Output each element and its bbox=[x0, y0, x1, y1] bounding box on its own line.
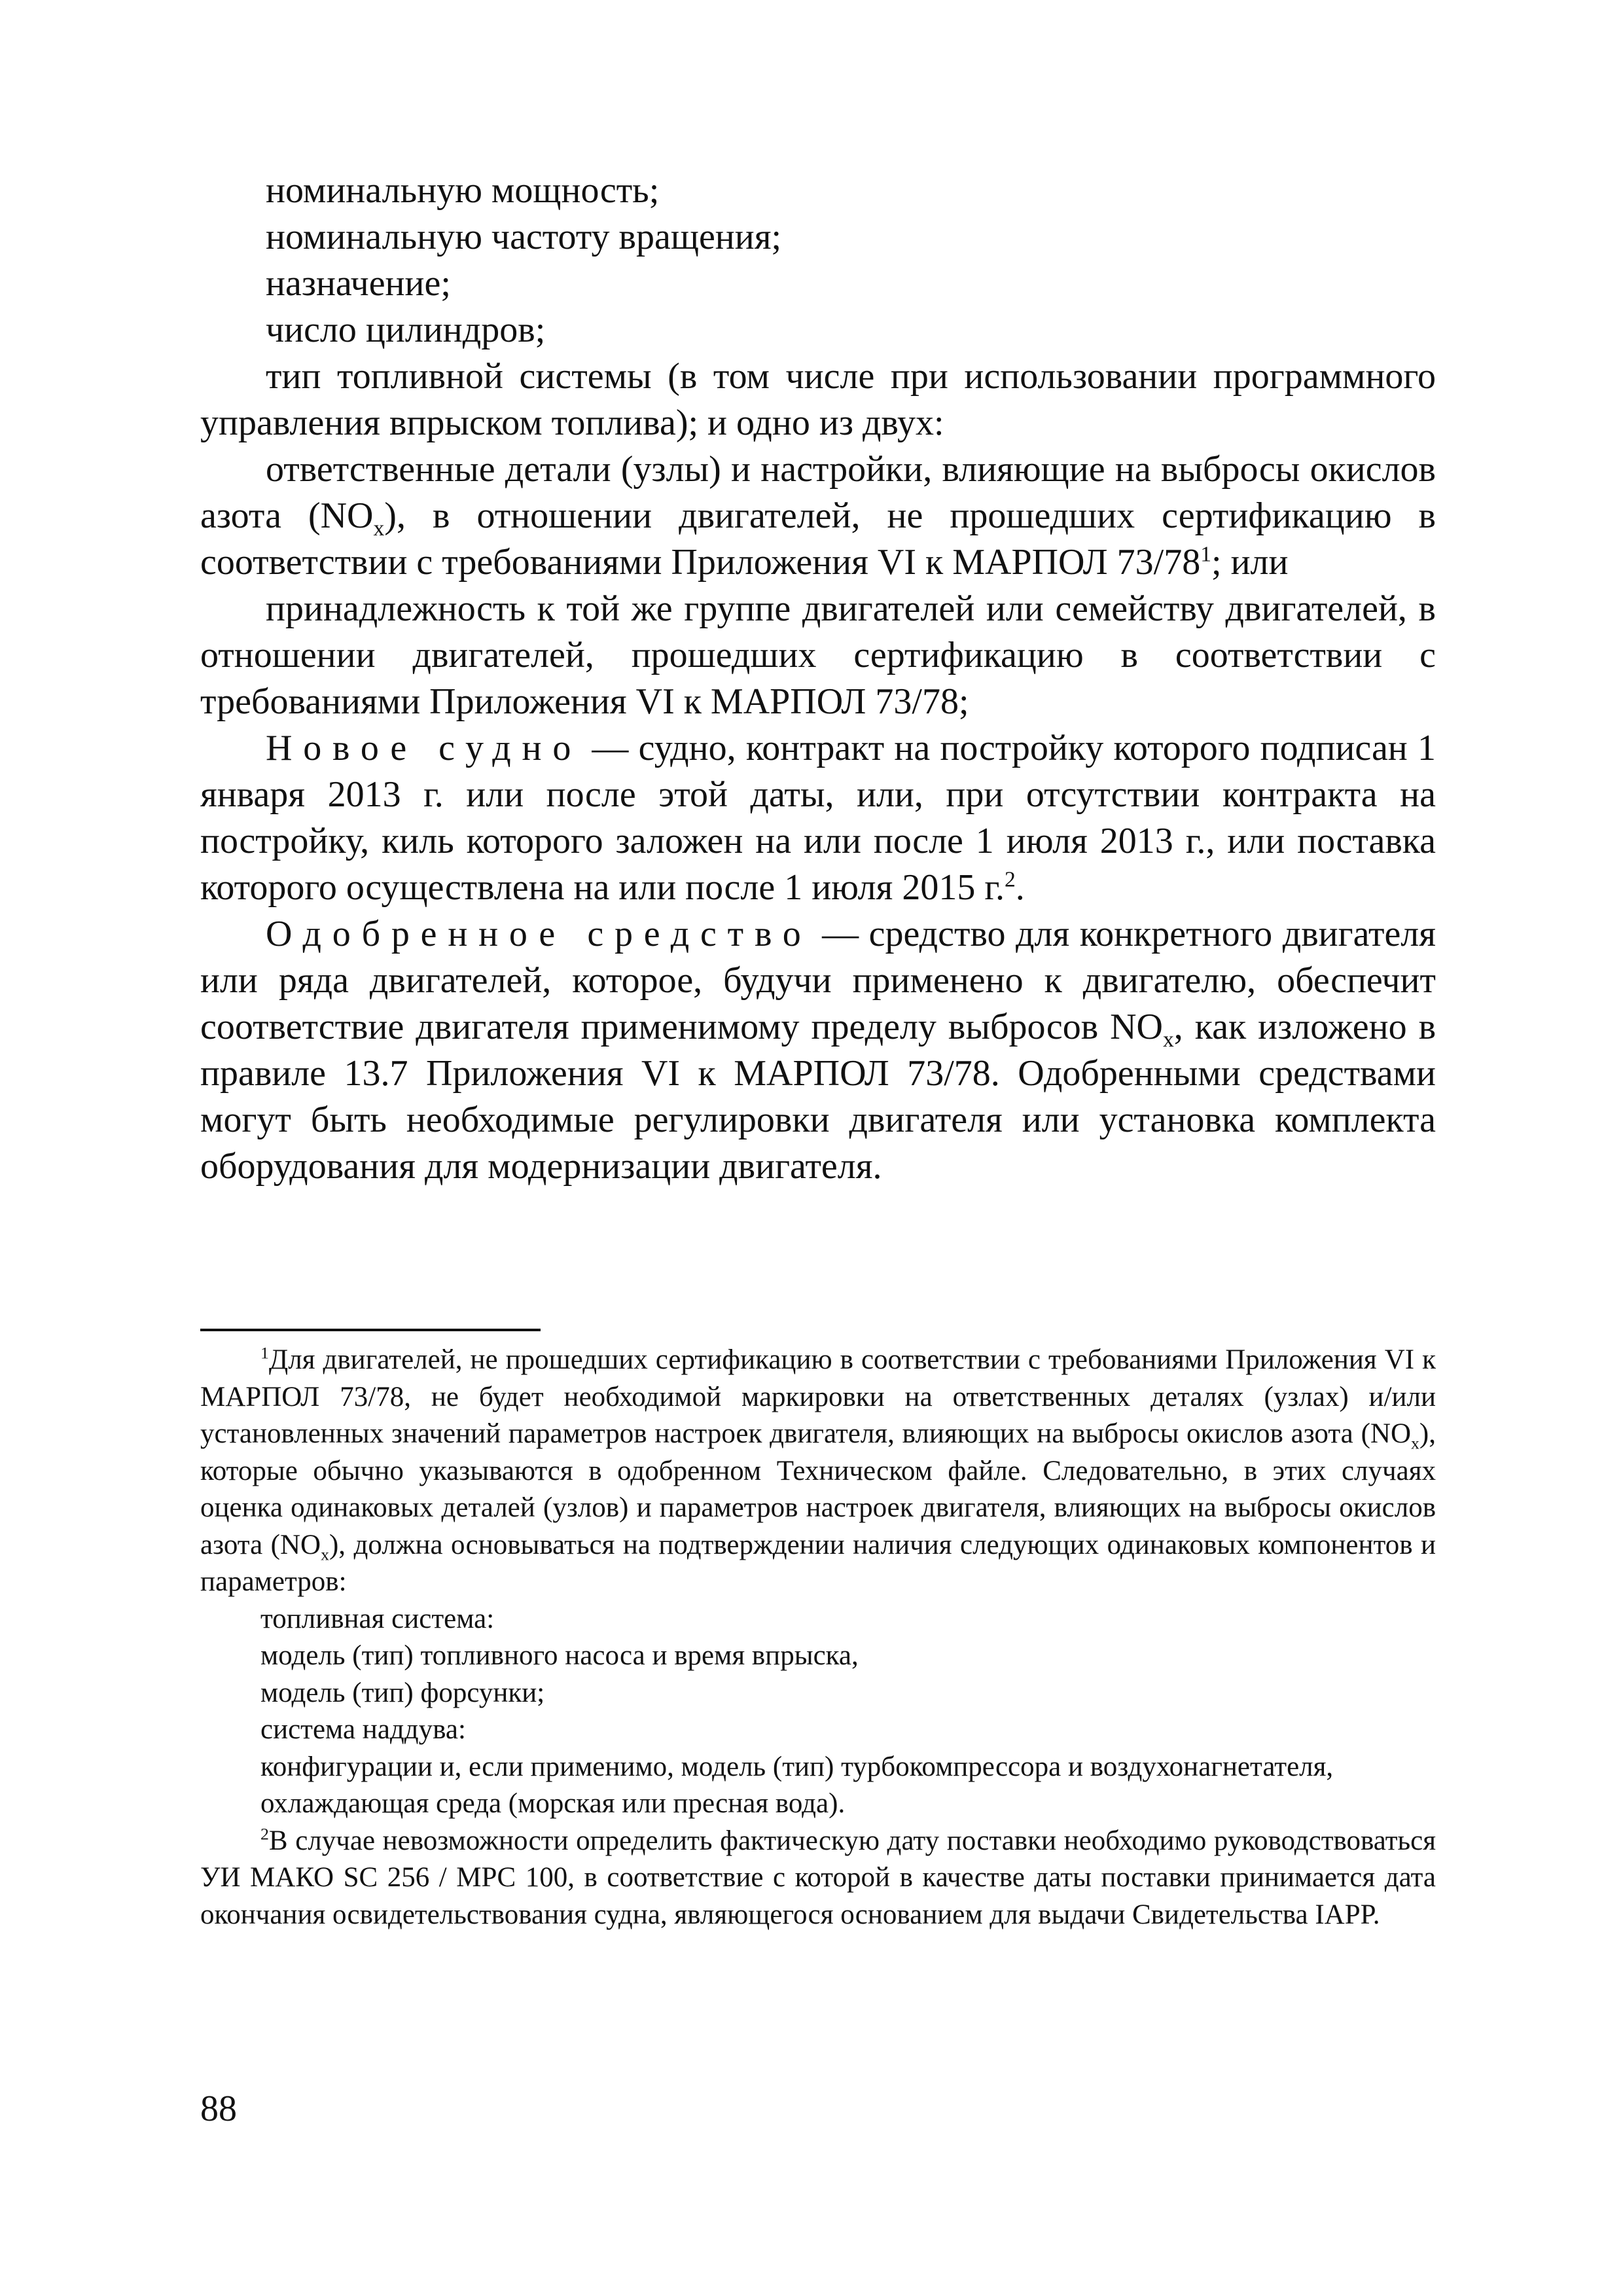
main-text bbox=[200, 168, 1436, 1190]
footnote-list-item: модель (тип) форсунки; bbox=[260, 1677, 545, 1708]
footnote-list-item: охлаждающая среда (морская или пресная вода). bbox=[260, 1788, 846, 1819]
list-item: номинальную частоту вращения; bbox=[266, 217, 782, 257]
footnote-list-item: модель (тип) топливного насоса и время впрыска, bbox=[260, 1640, 859, 1671]
footnote-ref-2: 2 bbox=[1004, 867, 1016, 892]
footnotes bbox=[200, 1342, 1436, 1933]
term-approved-method: Одобренное средство bbox=[266, 914, 812, 954]
list-item: число цилиндров; bbox=[266, 310, 546, 350]
fuel-system-paragraph: тип топливной системы (в том числе при использовании программного управления впрыском топлива); и одно из двух: bbox=[200, 356, 1436, 443]
footnote-separator bbox=[200, 1329, 541, 1331]
footnote-list-item: система наддува: bbox=[260, 1714, 466, 1745]
footnote-list-item: конфигурации и, если применимо, модель (тип) турбокомпрессора и воздухонагнетателя, bbox=[260, 1751, 1334, 1782]
footnote-1: $^1$Для двигателей, не прошедших сертификацию в соответствии с требованиями Приложения VI к МАРПОЛ 73/78, не будет необходимой маркировки на ответственных деталях (узлах) и/или установленных значений параметров настроек двигателя, влияющих на выбросы окислов азота $(NO_x)$, которые обычно указываются в одобренном Техническом файле. Следовательно, в этих случаях оценка одинаковых деталей (узлов) и параметров настроек двигателя, влияющих на выбросы окислов азота $(NO_x)$, должна основываться на подтверждении наличия следующих одинаковых компонентов и параметров: bbox=[200, 1343, 1436, 1597]
list-item: номинальную мощность; bbox=[266, 170, 660, 211]
footnote-list-item: топливная система: bbox=[260, 1603, 495, 1634]
footnote-ref-1: 1 bbox=[1200, 542, 1212, 567]
new-ship-definition: Новое судно — судно, контракт на постройку которого подписан 1 января 2013 г. или после этой даты, или, при отсутствии контракта на постройку, киль которого заложен на или после 1 июля 2013 г., или поставка которого осуществлена на или после 1 июля 2015 г.$^2$. bbox=[200, 728, 1436, 908]
approved-method-definition: Одобренное средство — средство для конкретного двигателя или ряда двигателей, которое, будучи применено к двигателю, обеспечит соответствие двигателя применимому пределу выбросов $NO_x$, как изложено в правиле 13.7 Приложения VI к МАРПОЛ 73/78. Одобренными средствами могут быть необходимые регулировки двигателя или установка комплекта оборудования для модернизации двигателя. bbox=[200, 914, 1436, 1187]
page-number: 88 bbox=[200, 2089, 237, 2129]
option2-paragraph: принадлежность к той же группе двигателей или семейству двигателей, в отношении двигателей, прошедших сертификацию в соответствии с требованиями Приложения VI к МАРПОЛ 73/78; bbox=[200, 588, 1436, 722]
term-new-ship: Новое судно bbox=[266, 728, 582, 768]
list-item: назначение; bbox=[266, 263, 451, 304]
option1-paragraph: ответственные детали (узлы) и настройки, влияющие на выбросы окислов азота $(NO_x)$, в отношении двигателей, не прошедших сертификацию в соответствии с требованиями Приложения VI к МАРПОЛ $73/78^1$; или bbox=[200, 449, 1436, 583]
footnote-2: $^2$В случае невозможности определить фактическую дату поставки необходимо руководствоваться УИ МАКО SC 256 / MPC 100, в соответствие с которой в качестве даты поставки принимается дата окончания освидетельствования судна, являющегося основанием для выдачи Свидетельства IAPP. bbox=[200, 1824, 1436, 1930]
